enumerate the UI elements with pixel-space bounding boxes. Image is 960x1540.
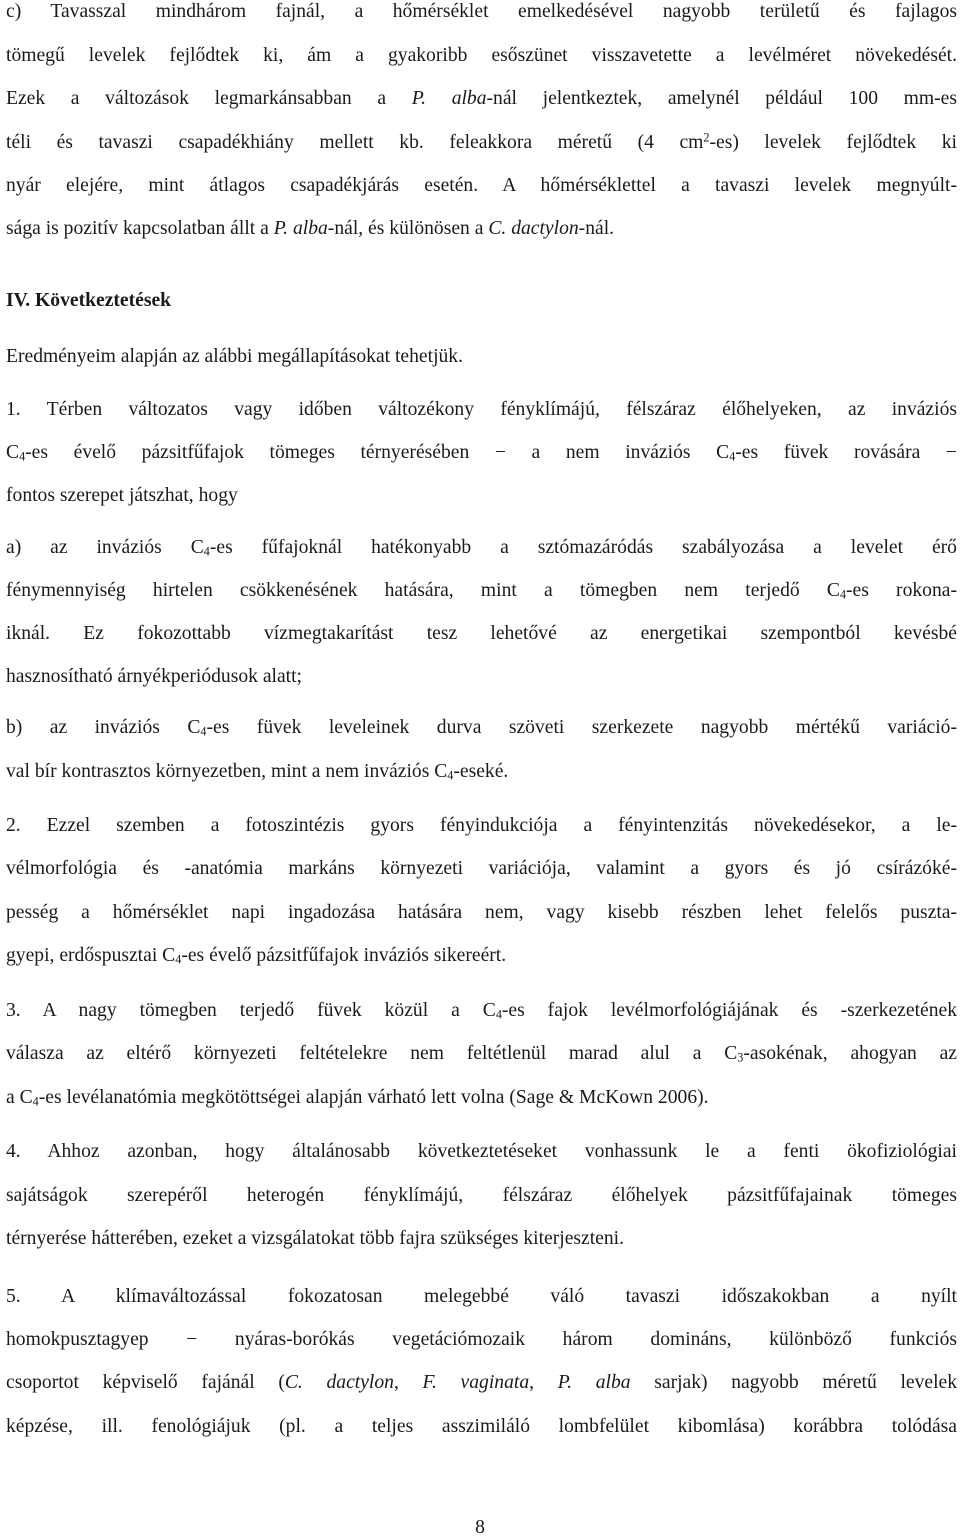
point-1a-line-4	[6, 665, 957, 689]
point-5-line-2	[6, 1328, 957, 1352]
point-4-line-1	[6, 1140, 957, 1164]
text: -es évelő pázsitfűfajok inváziós sikereért.	[181, 945, 507, 966]
text: -es rokona-	[846, 580, 957, 601]
point-3-line-1	[6, 999, 957, 1023]
subscript: 4	[203, 544, 210, 559]
subscript: 4	[19, 449, 26, 464]
point-1a-line-2	[6, 579, 957, 603]
text: 3. A nagy tömegben terjedő füvek közül a C	[6, 1000, 496, 1021]
text: b) az inváziós C	[6, 717, 201, 738]
subscript: 4	[32, 1094, 39, 1109]
text: a) az inváziós C	[6, 537, 204, 558]
subscript: 4	[839, 587, 847, 602]
point-1-line-3	[6, 484, 957, 508]
text: -es fűfajoknál hatékonyabb a sztómazáródás szabályozása a levelet érő	[209, 537, 957, 558]
text: sarjak) nagyobb méretű levelek	[630, 1372, 958, 1393]
text: -nál, és különösen a	[327, 218, 484, 239]
subscript: 4	[447, 768, 454, 783]
point-5-line-1	[6, 1285, 957, 1309]
text: térnyerése hátterében, ezeket a vizsgálatokat több fajra szükséges kiterjeszteni.	[6, 1228, 624, 1249]
section-title	[6, 289, 957, 313]
paragraph-c-line-5	[6, 174, 957, 198]
text: tömegű levelek fejlődtek ki, ám a gyakoribb esőszünet visszavetette a levélméret növekedését.	[6, 45, 957, 66]
text: -es fajok levélmorfológiájának és -szerkezetének	[501, 1000, 958, 1021]
text: csoportot képviselő fajánál (	[6, 1372, 285, 1393]
paragraph-c-line-2	[6, 44, 957, 68]
text: válasza az eltérő környezeti feltételekre nem feltétlenül marad alul a C	[6, 1043, 738, 1064]
text: fontos szerepet játszhat, hogy	[6, 485, 238, 506]
text: -asokénak, ahogyan az	[743, 1043, 957, 1064]
paragraph-c-line-3	[6, 87, 957, 111]
paragraph-c-line-6	[6, 217, 957, 241]
text: Ezek a változások legmarkánsabban a	[6, 88, 387, 109]
species-name: F. vaginata	[422, 1372, 530, 1393]
point-5-line-3	[6, 1371, 957, 1395]
point-2-line-2	[6, 857, 957, 881]
text: téli és tavaszi csapadékhiány mellett kb. feleakkora méretű (4 cm	[6, 132, 704, 153]
text: vélmorfológia és -anatómia markáns környezeti variációja, valamint a gyors és jó csírázóké-	[6, 858, 957, 879]
superscript: 2	[703, 130, 710, 145]
point-3-line-2	[6, 1042, 957, 1066]
text: fénymennyiség hirtelen csökkenésének hatására, mint a tömegben nem terjedő C	[6, 580, 840, 601]
text: homokpusztagyep − nyáras-borókás vegetációmozaik három domináns, különböző funkciós	[6, 1329, 957, 1350]
text: 2. Ezzel szemben a fotoszintézis gyors fényindukciója a fényintenzitás növekedésekor, a le-	[6, 815, 957, 836]
paragraph-c-line-4	[6, 131, 957, 155]
text: -nál.	[578, 218, 615, 239]
text: ,	[393, 1372, 423, 1393]
text: 4. Ahhoz azonban, hogy általánosabb következtetéseket vonhassunk le a fenti ökofiziológiai	[6, 1141, 957, 1162]
point-1b-line-1	[6, 716, 957, 740]
text: nyár elejére, mint átlagos csapadékjárás esetén. A hőmérséklettel a tavaszi levelek megnyúlt-	[6, 175, 957, 196]
text: val bír kontrasztos környezetben, mint a nem inváziós C	[6, 761, 448, 782]
text: 5. A klímaváltozással fokozatosan melegebbé váló tavaszi időszakokban a nyílt	[6, 1286, 957, 1307]
subscript: 4	[495, 1007, 502, 1022]
species-name: C. dactylon	[284, 1372, 394, 1393]
section-intro	[6, 345, 957, 369]
text: -nál jelentkeztek, amelynél például 100 mm-es	[486, 88, 957, 109]
subscript: 4	[175, 952, 182, 967]
text: sajátságok szerepéről heterogén fényklímájú, félszáraz élőhelyek pázsitfűfajainak tömeges	[6, 1185, 957, 1206]
point-2-line-3	[6, 901, 957, 925]
point-1a-line-3	[6, 622, 957, 646]
point-4-line-3	[6, 1227, 957, 1251]
text: Eredményeim alapján az alábbi megállapításokat tehetjük.	[6, 346, 463, 367]
point-1b-line-2	[6, 760, 957, 784]
text: pesség a hőmérséklet napi ingadozása hatására nem, vagy kisebb részben lehet felelős puszta-	[6, 902, 957, 923]
text: -es füvek leveleinek durva szöveti szerkezete nagyobb mértékű variáció-	[206, 717, 957, 738]
text: sága is pozitív kapcsolatban állt a	[6, 218, 269, 239]
point-2-line-4	[6, 944, 957, 968]
text: -es) levelek fejlődtek ki	[709, 132, 957, 153]
point-1-line-2	[6, 441, 957, 465]
text: -eseké.	[453, 761, 509, 782]
text: -es évelő pázsitfűfajok tömeges térnyerésében − a nem inváziós C	[25, 442, 730, 463]
text: 1. Térben változatos vagy időben változékony fényklímájú, félszáraz élőhelyeken, az inváziós	[6, 399, 957, 420]
subscript: 4	[200, 724, 207, 739]
text: -es levélanatómia megkötöttségei alapján várható lett volna (Sage & McKown 2006).	[38, 1087, 709, 1108]
text: C	[6, 442, 20, 463]
species-name: C. dactylon	[488, 218, 579, 239]
paragraph-c-line-1	[6, 0, 957, 24]
subscript: 4	[729, 449, 736, 464]
text: képzése, ill. fenológiájuk (pl. a teljes asszimiláló lombfelület kibomlása) korábbra tolódása	[6, 1416, 957, 1437]
text: ,	[529, 1372, 558, 1393]
text: c) Tavasszal mindhárom fajnál, a hőmérséklet emelkedésével nagyobb területű és fajlagos	[6, 1, 957, 22]
text: a C	[6, 1087, 33, 1108]
species-name: P. alba	[557, 1372, 631, 1393]
subscript: 3	[737, 1050, 744, 1065]
text: hasznosítható árnyékperiódusok alatt;	[6, 666, 303, 687]
text: iknál. Ez fokozottabb vízmegtakarítást tesz lehetővé az energetikai szempontból kevésbé	[6, 623, 957, 644]
point-4-line-2	[6, 1184, 957, 1208]
heading-text: IV. Következtetések	[6, 290, 172, 311]
point-2-line-1	[6, 814, 957, 838]
page-number: 8	[475, 1517, 485, 1538]
point-3-line-3	[6, 1086, 957, 1110]
point-1-line-1	[6, 398, 957, 422]
species-name: P. alba	[411, 88, 487, 109]
point-1a-line-1	[6, 536, 957, 560]
text: -es füvek rovására −	[735, 442, 957, 463]
point-5-line-4	[6, 1415, 957, 1439]
text: gyepi, erdőspusztai C	[6, 945, 176, 966]
species-name: P. alba	[273, 218, 328, 239]
